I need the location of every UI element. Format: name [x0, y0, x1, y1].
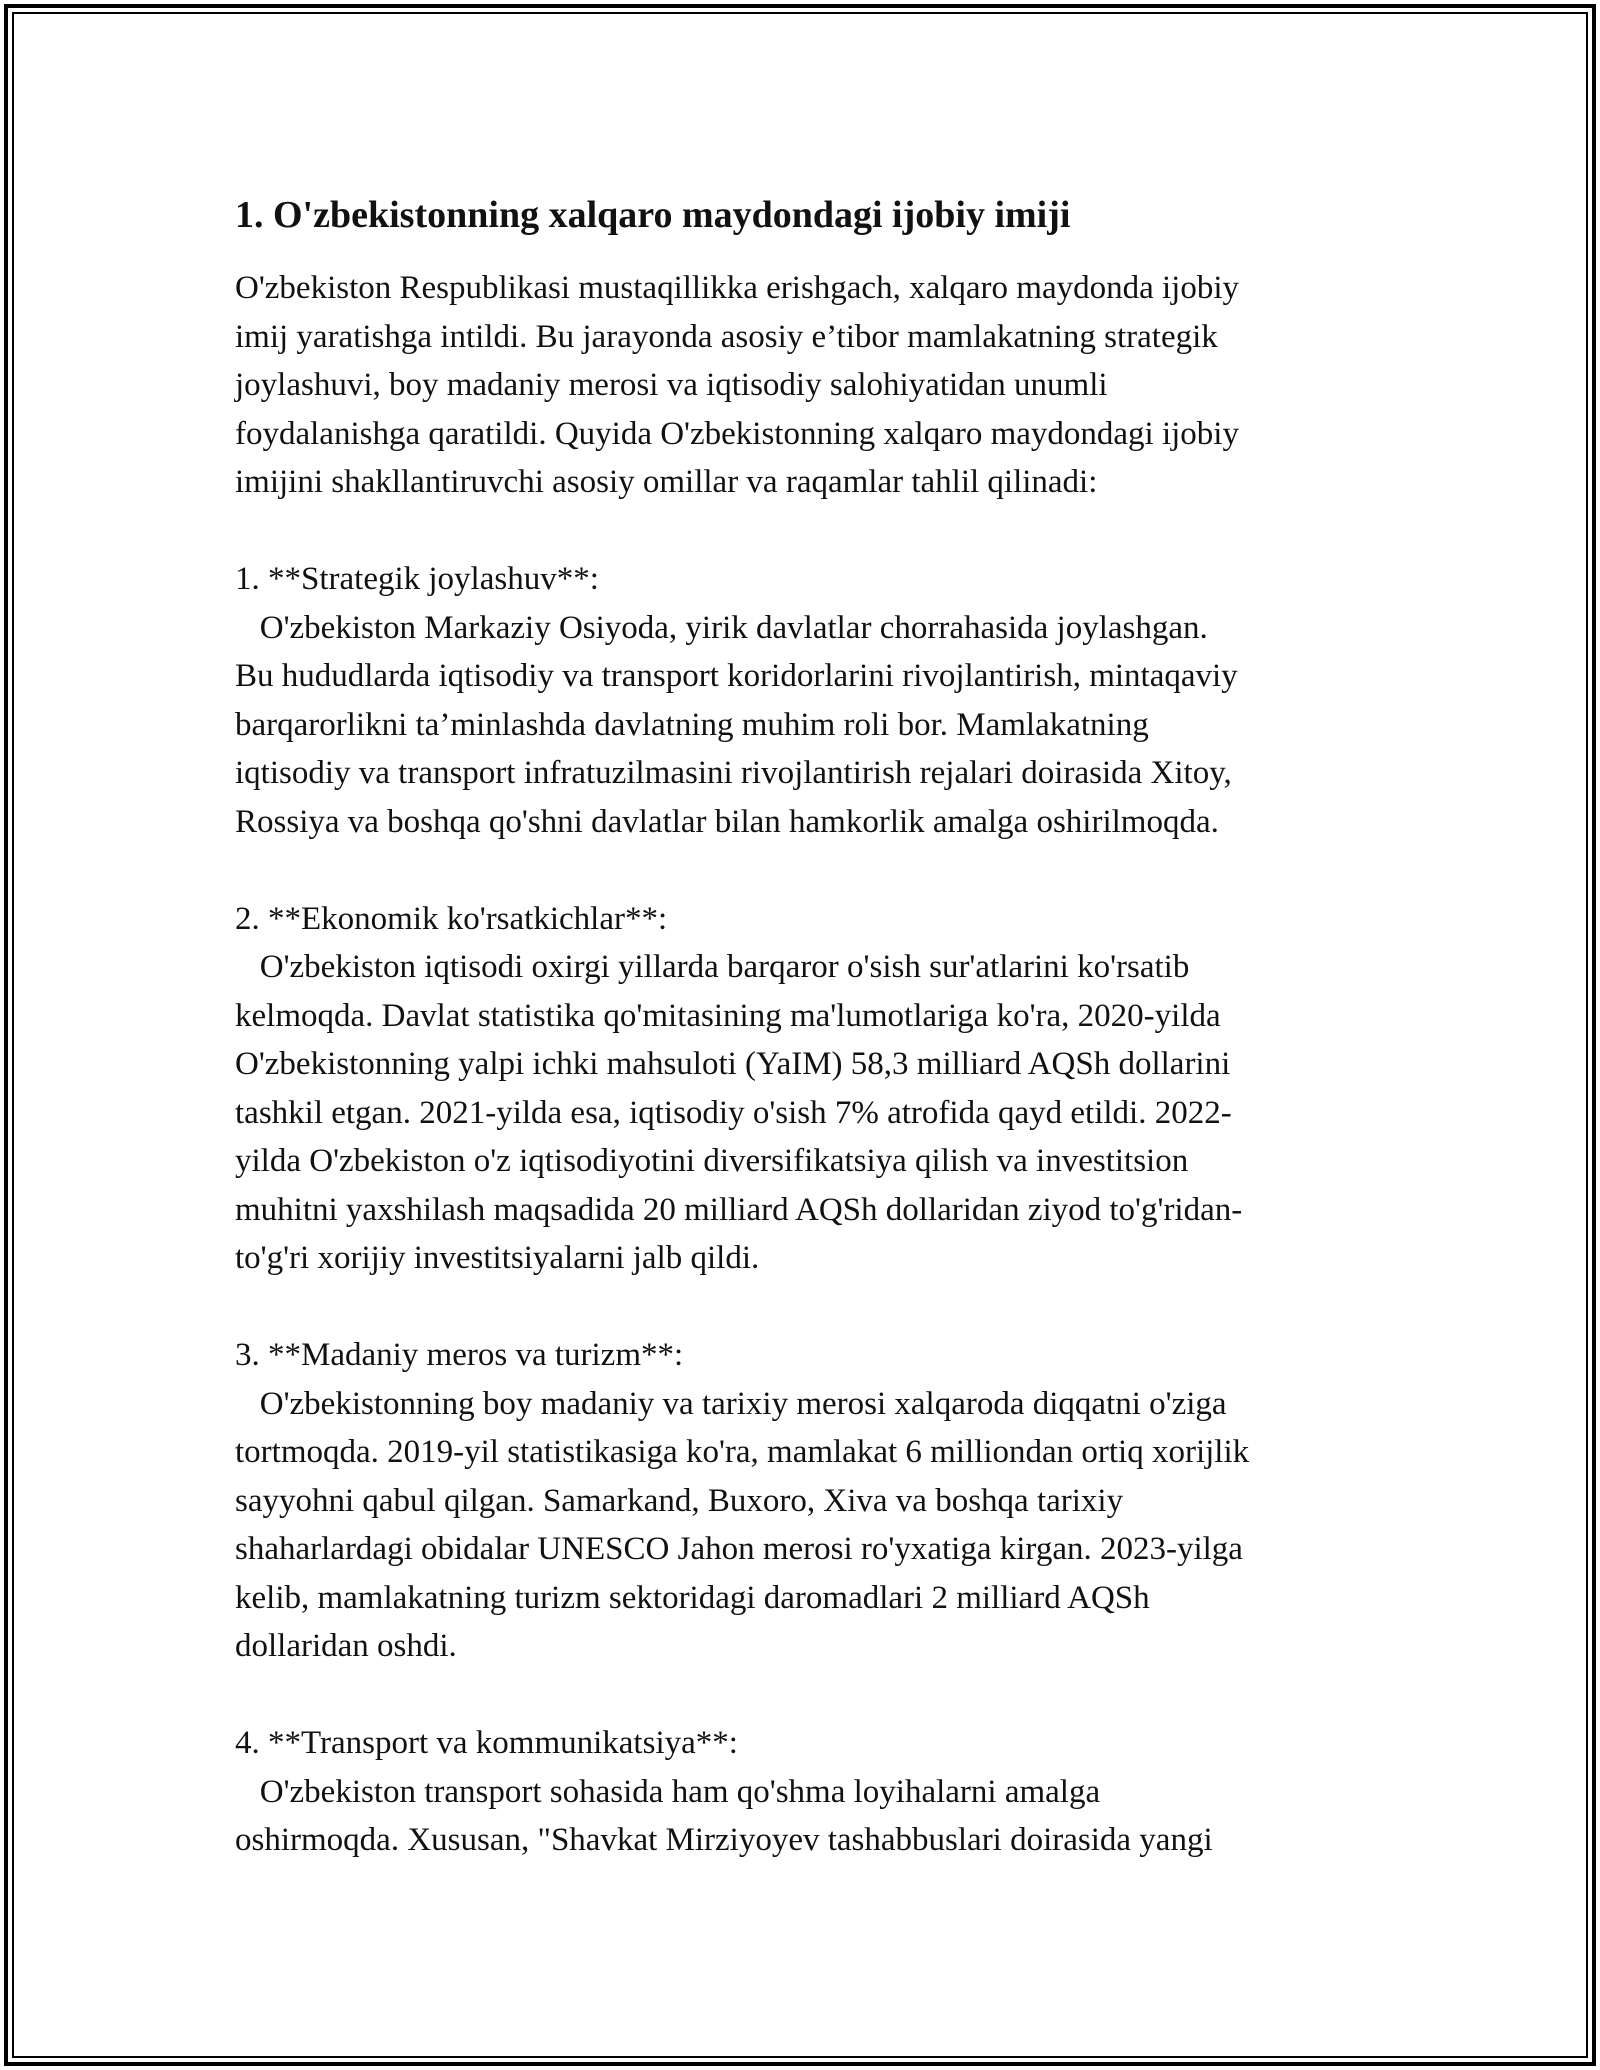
section-heading: 1. O'zbekistonning xalqaro maydondagi ijobiy imiji: [235, 194, 1071, 236]
section-body: O'zbekiston Markaziy Osiyoda, yirik davlatlar chorrahasida joylashgan. Bu hududlarda iqtisodiy va transport koridorlarini rivojlantirish, mintaqaviy barqarorlikni ta’minlashda davlatning muhim roli bor. Mamlakatning iqtisodiy va transport infratuzilmasini rivojlantirish rejalari doirasida Xitoy, Rossiya va boshqa qo'shni davlatlar bilan hamkorlik amalga oshirilmoqda.: [235, 609, 1238, 840]
section-body: O'zbekistonning boy madaniy va tarixiy merosi xalqaroda diqqatni o'ziga tortmoqda. 2019-yil statistikasiga ko'ra, mamlakat 6 milliondan ortiq xorijlik sayyohni qabul qilgan. Samarkand, Buxoro, Xiva va boshqa tarixiy shaharlardagi obidalar UNESCO Jahon merosi ro'yxatiga kirgan. 2023-yilga kelib, mamlakatning turizm sektoridagi daromadlari 2 milliard AQSh dollaridan oshdi.: [235, 1385, 1250, 1664]
section-body: O'zbekiston iqtisodi oxirgi yillarda barqaror o'sish sur'atlarini ko'rsatib kelmoqda. Davlat statistika qo'mitasining ma'lumotlariga ko'ra, 2020-yilda O'zbekistonning yalpi ichki mahsuloti (YaIM) 58,3 milliard AQSh dollarini tashkil etgan. 2021-yilda esa, iqtisodiy o'sish 7% atrofida qayd etildi. 2022- yilda O'zbekiston o'z iqtisodiyotini diversifikatsiya qilish va investitsion muhitni yaxshilash maqsadida 20 milliard AQSh dollaridan ziyod to'g'ridan- to'g'ri xorijiy investitsiyalarni jalb qildi.: [235, 949, 1243, 1276]
section-title: 2. **Ekonomik ko'rsatkichlar**:: [235, 900, 668, 937]
section-title: 3. **Madaniy meros va turizm**:: [235, 1337, 684, 1373]
section-title: 4. **Transport va kommunikatsiya**:: [235, 1725, 738, 1761]
section-title: 1. **Strategik joylashuv**:: [235, 561, 599, 597]
section-cultural-heritage: [235, 1331, 1375, 1671]
intro-paragraph: O'zbekiston Respublikasi mustaqillikka erishgach, xalqaro maydonda ijobiy imij yaratishga intildi. Bu jarayonda asosiy e’tibor mamlakatning strategik joylashuvi, boy madaniy merosi va iqtisodiy salohiyatidan unumli foydalanishga qaratildi. Quyida O'zbekistonning xalqaro maydondagi ijobiy imijini shakllantiruvchi asosiy omillar va raqamlar tahlil qilinadi:: [235, 270, 1240, 500]
section-economic-indicators: [235, 895, 1375, 1283]
section-transport: [235, 1719, 1375, 1865]
document-content: [235, 184, 1375, 1865]
section-body: O'zbekiston transport sohasida ham qo'shma loyihalarni amalga oshirmoqda. Xususan, "Shavkat Mirziyoyev tashabbuslari doirasida yangi: [235, 1773, 1213, 1858]
section-strategic-location: [235, 555, 1375, 846]
